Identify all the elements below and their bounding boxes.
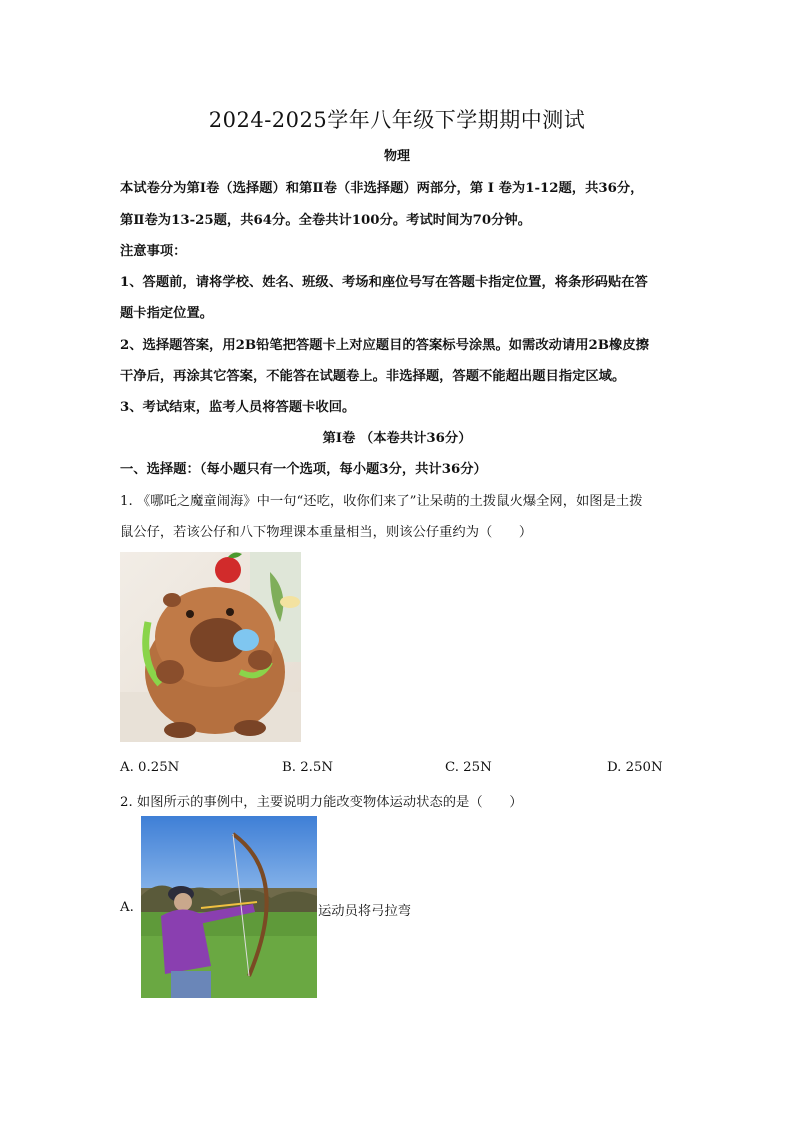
archer-image [141,816,317,998]
subject-title: 物理 [383,149,410,164]
note-2-line-2: 干净后，再涂其它答案，不能答在试题卷上。非选择题，答题不能超出题目指定区域。 [120,369,626,384]
note-1-line-1: 1、答题前，请将学校、姓名、班级、考场和座位号写在答题卡指定位置，将条形码贴在答 [120,275,648,290]
note-1-line-2: 题卡指定位置。 [120,306,214,321]
q1-option-a: A. 0.25N [120,760,180,775]
section-heading: 一、选择题：（每小题只有一个选项，每小题3分，共计36分） [120,462,487,477]
question-1-line-2: 鼠公仔，若该公仔和八下物理课本重量相当，则该公仔重约为（ ） [120,525,533,540]
q2-option-a-label: A. [120,900,134,915]
question-1-line-1: 1. 《哪吒之魔童闹海》中一句“还吃，收你们来了”让呆萌的土拨鼠火爆全网，如图是土拨 [120,494,643,509]
q1-option-b: B. 2.5N [282,760,334,775]
page-title: 2024-2025学年八年级下学期期中测试 [208,108,586,132]
question-2-stem: 2. 如图所示的事例中，主要说明力能改变物体运动状态的是（ ） [120,795,523,810]
intro-line-2: 第Ⅱ卷为13-25题，共64分。全卷共计100分。考试时间为70分钟。 [120,213,532,228]
note-3: 3、考试结束，监考人员将答题卡收回。 [120,400,356,415]
q1-option-c: C. 25N [445,760,492,775]
section-title: 第Ⅰ卷 （本卷共计36分） [322,431,472,446]
notes-heading: 注意事项： [120,244,187,259]
intro-line-1: 本试卷分为第Ⅰ卷（选择题）和第Ⅱ卷（非选择题）两部分，第 Ⅰ 卷为1-12题，共36分， [120,181,644,196]
q2-option-a-text: 运动员将弓拉弯 [318,904,412,919]
capybara-plush-image [120,552,301,742]
q1-option-d: D. 250N [607,760,663,775]
note-2-line-1: 2、选择题答案，用2B铅笔把答题卡上对应题目的答案标号涂黑。如需改动请用2B橡皮擦 [120,338,649,353]
